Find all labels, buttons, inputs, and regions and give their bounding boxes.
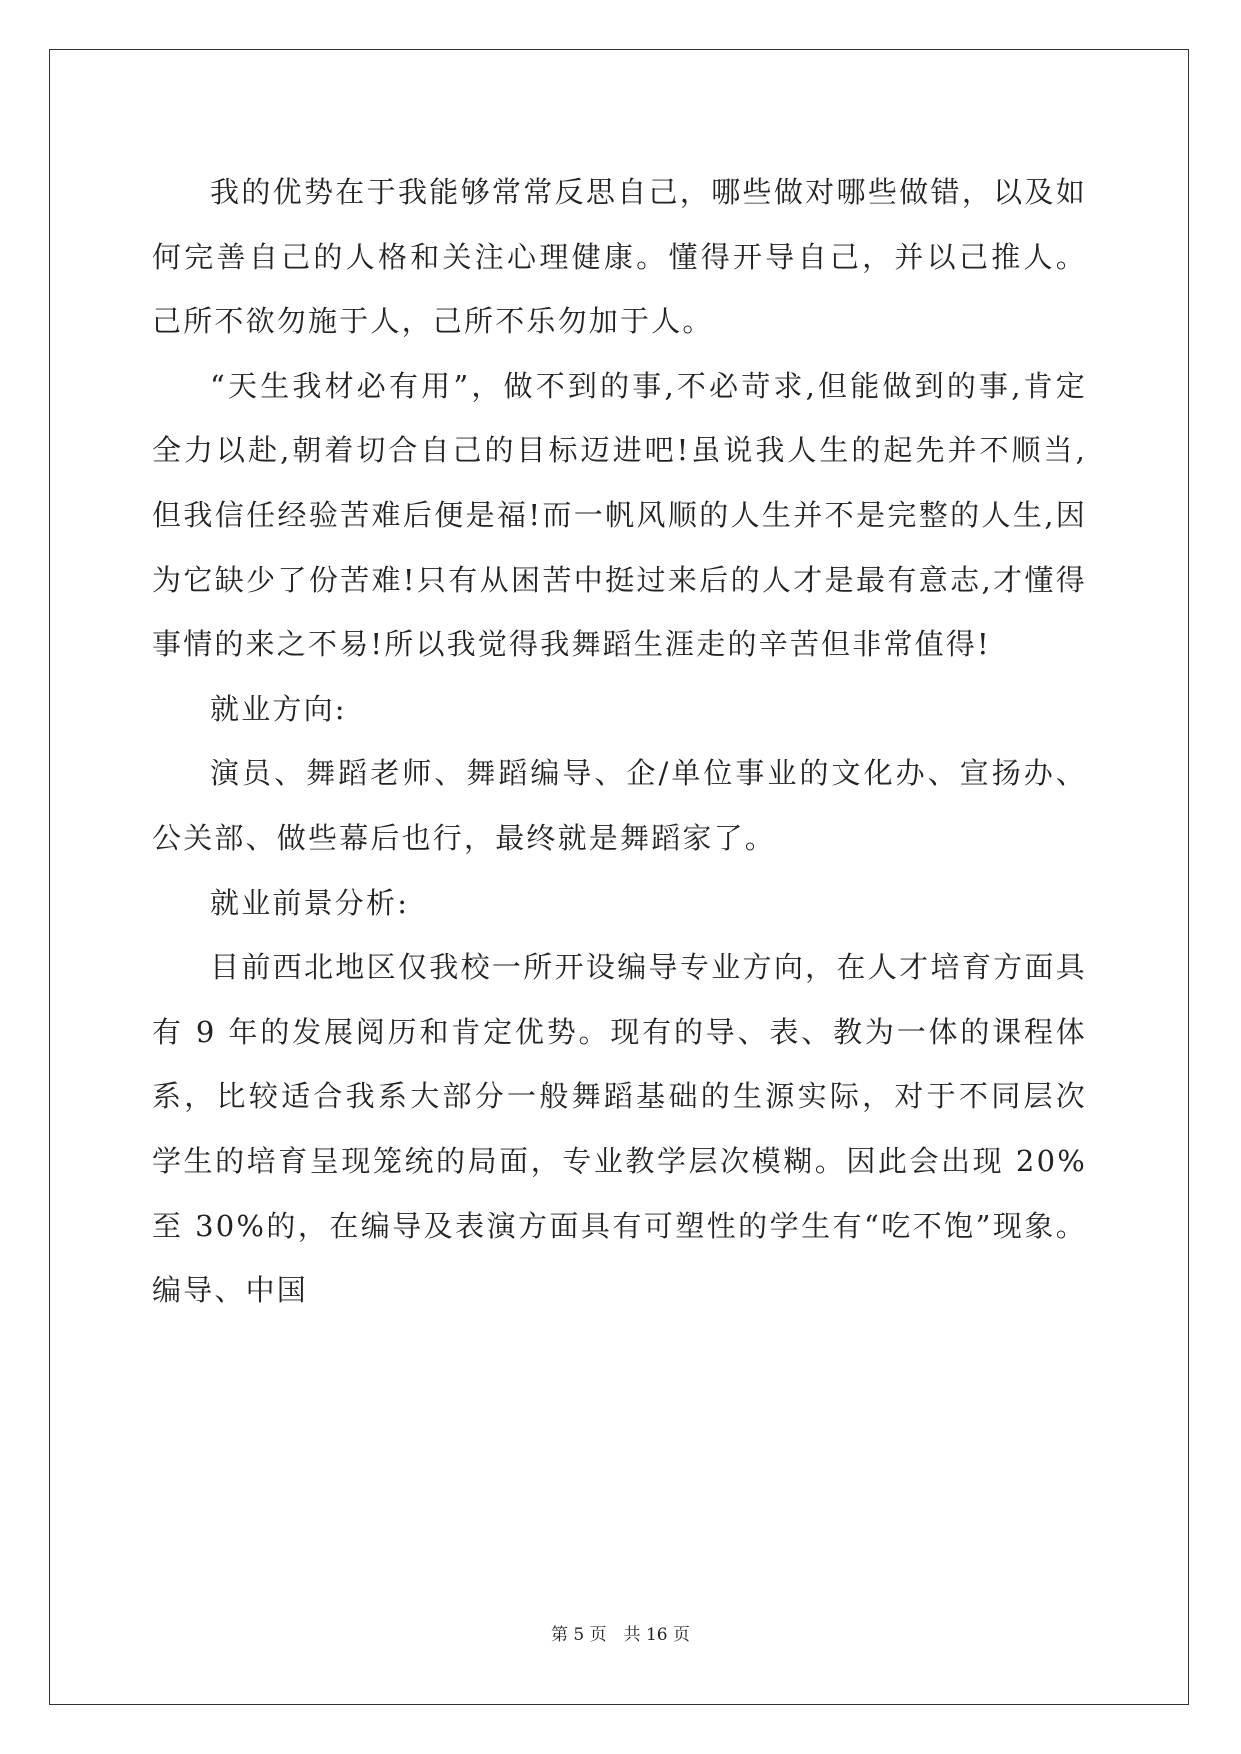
heading-employment-prospects: 就业前景分析: bbox=[210, 885, 410, 920]
page-number: 第 5 页 共 16 页 bbox=[550, 1625, 691, 1645]
document-body bbox=[152, 160, 1087, 1323]
page-footer bbox=[0, 1620, 1241, 1645]
paragraph-employment-list: 演员、舞蹈老师、舞蹈编导、企/单位事业的文化办、宣扬办、公关部、做些幕后也行，最终就是舞蹈家了。 bbox=[152, 756, 1087, 855]
paragraph-prospects-analysis: 目前西北地区仅我校一所开设编导专业方向，在人才培育方面具有 9 年的发展阅历和肯定优势。现有的导、表、教为一体的课程体系，比较适合我系大部分一般舞蹈基础的生源实际，对于不同层次学生的培育呈现笼统的局面，专业教学层次模糊。因此会出现 20%至 30%的，在编导及表演方面具有可塑性的学生有“吃不饱”现象。编导、中国 bbox=[152, 950, 1087, 1308]
heading-employment-direction: 就业方向: bbox=[210, 691, 347, 726]
paragraph-motto: “天生我材必有用”，做不到的事,不必苛求,但能做到的事,肯定全力以赴,朝着切合自己的目标迈进吧!虽说我人生的起先并不顺当,但我信任经验苦难后便是福!而一帆风顺的人生并不是完整的人生,因为它缺少了份苦难!只有从困苦中挺过来后的人才是最有意志,才懂得事情的来之不易!所以我觉得我舞蹈生涯走的辛苦但非常值得! bbox=[152, 368, 1087, 662]
paragraph-strengths: 我的优势在于我能够常常反思自己，哪些做对哪些做错，以及如何完善自己的人格和关注心理健康。懂得开导自己，并以己推人。己所不欲勿施于人，己所不乐勿加于人。 bbox=[152, 175, 1087, 339]
